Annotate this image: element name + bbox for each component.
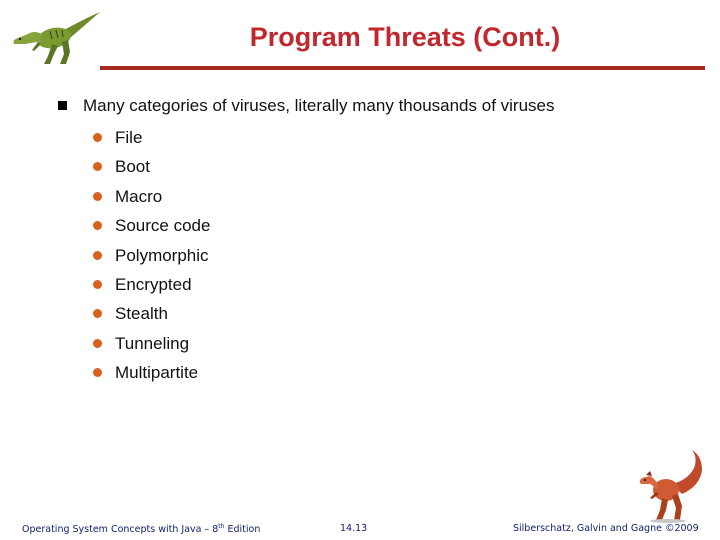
main-bullet-text: Many categories of viruses, literally many thousands of viruses xyxy=(83,96,555,115)
round-bullet-icon xyxy=(93,309,102,318)
round-bullet-icon xyxy=(93,368,102,377)
sub-bullet-item xyxy=(93,214,210,243)
footer-book-title-main: Operating System Concepts with Java – 8 xyxy=(22,524,219,536)
sub-bullet-text: Macro xyxy=(115,186,163,206)
sub-bullet-item xyxy=(93,185,210,214)
main-bullet xyxy=(58,96,554,116)
page-title: Program Threats (Cont.) xyxy=(249,22,561,52)
sub-bullet-list xyxy=(93,126,210,391)
footer-authors: Silberschatz, Galvin and Gagne ©2009 xyxy=(513,523,699,534)
round-bullet-icon xyxy=(93,251,102,260)
square-bullet-icon xyxy=(58,101,67,110)
sub-bullet-text: Tunneling xyxy=(115,333,190,353)
round-bullet-icon xyxy=(93,280,102,289)
round-bullet-icon xyxy=(93,133,102,142)
round-bullet-icon xyxy=(93,192,102,201)
sub-bullet-text: Stealth xyxy=(115,304,168,324)
round-bullet-icon xyxy=(93,221,102,230)
sub-bullet-item xyxy=(93,332,210,361)
footer-edition-superscript: th xyxy=(218,523,225,530)
footer-book-title-suffix: Edition xyxy=(224,524,261,536)
dinosaur-icon xyxy=(632,440,708,524)
sub-bullet-item xyxy=(93,244,210,273)
round-bullet-icon xyxy=(93,339,102,348)
sub-bullet-text: Polymorphic xyxy=(115,245,209,265)
sub-bullet-item xyxy=(93,126,210,155)
sub-bullet-text: Encrypted xyxy=(115,274,192,294)
sub-bullet-text: Boot xyxy=(115,157,150,177)
sub-bullet-item xyxy=(93,361,210,390)
sub-bullet-item xyxy=(93,273,210,302)
round-bullet-icon xyxy=(93,162,102,171)
sub-bullet-text: File xyxy=(115,128,143,147)
sub-bullet-item xyxy=(93,302,210,331)
footer-book-title xyxy=(22,523,260,535)
footer-page-number: 14.13 xyxy=(340,523,368,534)
sub-bullet-text: Source code xyxy=(115,216,211,236)
sub-bullet-item xyxy=(93,155,210,184)
sub-bullet-text: Multipartite xyxy=(115,363,199,383)
